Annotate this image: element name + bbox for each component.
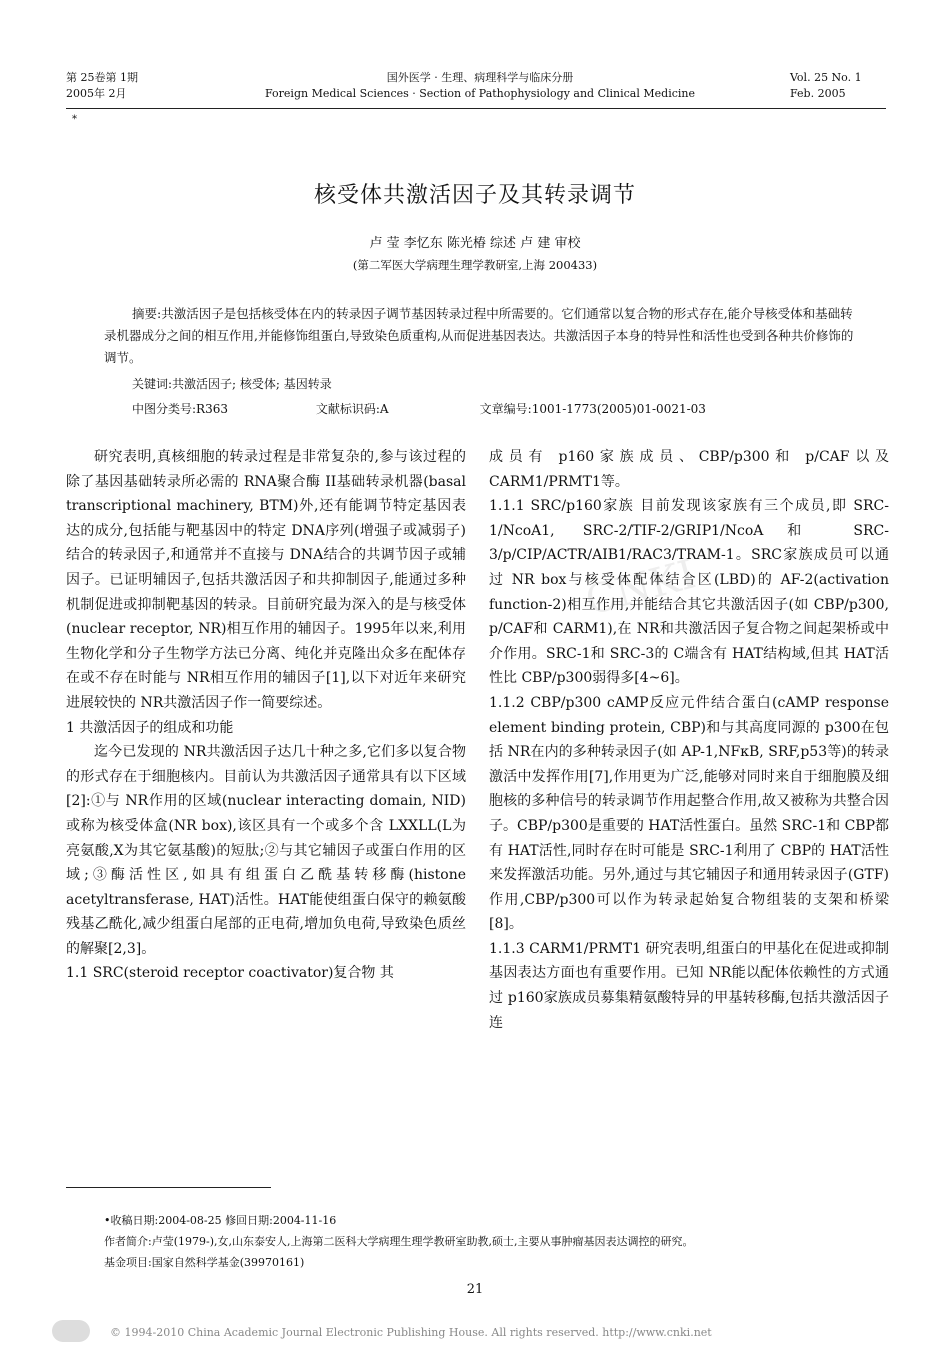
copyright: © 1994-2010 China Academic Journal Electronic Publishing House. All rights reserved. http://www.cnki.net — [110, 1326, 712, 1339]
header-center — [220, 70, 740, 102]
doc-code: 文献标识码:A — [315, 402, 389, 416]
watermark: CNKI — [580, 551, 701, 625]
authors: 卢 莹 李忆东 陈光椿 综述 卢 建 审校 — [369, 236, 581, 251]
paragraph: 1.1.1 SRC/p160家族 目前发现该家族有三个成员,即 SRC-1/NcoA1, SRC-2/TIF-2/GRIP1/NcoA和 SRC-3/p/CIP/ACTR/AIB1/RAC3/TRAM-1。SRC家族成员可以通过 NR box与核受体配体结合区(LBD)的 AF-2(activation function-2)相互作用,并能结合其它共激活因子(如 CBP/p300, p/CAF和 CARM1),在 NR和共激活因子复合物之间起架桥或中介作用。SRC-1和 SRC-3的 C端含有 HAT结构域,但其 HAT活性比 CBP/p300弱得多[4~6]。 — [489, 498, 889, 687]
clc-number: 中图分类号:R363 — [132, 402, 228, 416]
journal-name-cn: 国外医学 · 生理、病理科学与临床分册 — [386, 71, 574, 84]
abstract — [104, 303, 864, 369]
cnki-logo-icon — [52, 1320, 90, 1342]
header-right — [790, 70, 890, 102]
paragraph: 1.1.2 CBP/p300 cAMP反应元件结合蛋白(cAMP response element binding protein, CBP)和与其高度同源的 p300在包括 NR在内的多种转录因子(如 AP-1,NFκB, SRF,p53等)的转录激活中发挥作用[7],作用更为广泛,能够对同时来自于细胞膜及细胞核的多种信号的转录调节作用起整合作用,故又被称为共整合因子。CBP/p300是重要的 HAT活性蛋白。虽然 SRC-1和 CBP都有 HAT活性,同时存在时可能是 SRC-1利用了 CBP的 HAT活性来发挥激活功能。另外,通过与其它辅因子和通用转录因子(GTF)作用,CBP/p300可以作为转录起始复合物组装的支架和桥梁[8]。 — [489, 694, 889, 933]
header-left — [66, 70, 138, 102]
header-mark: * — [72, 114, 77, 125]
header-rule — [66, 108, 886, 109]
page-number: 21 — [466, 1282, 484, 1297]
footnote-author: 作者简介:卢莹(1979-),女,山东泰安人,上海第二医科大学病理生理学教研室助教,硕士,主要从事肿瘤基因表达调控的研究。 — [104, 1235, 694, 1248]
pub-date: 2005年 2月 — [66, 87, 127, 100]
section-heading: 1 共激活因子的组成和功能 — [66, 719, 234, 736]
affiliation: (第二军医大学病理生理学教研室,上海 200433) — [352, 258, 598, 272]
left-column — [66, 445, 466, 986]
pub-date-en: Feb. 2005 — [790, 87, 846, 100]
subsection-heading: 1.1 SRC(steroid receptor coactivator)复合物 其 — [66, 965, 394, 982]
footnote-funding: 基金项目:国家自然科学基金(39970161) — [104, 1256, 305, 1269]
keywords: 关键词:共激活因子; 核受体; 基因转录 — [132, 377, 332, 391]
footnote-rule — [66, 1187, 271, 1188]
classification — [132, 400, 892, 417]
journal-name-en: Foreign Medical Sciences · Section of Pathophysiology and Clinical Medicine — [265, 87, 695, 100]
paragraph: 研究表明,真核细胞的转录过程是非常复杂的,参与该过程的除了基因基础转录所必需的 RNA聚合酶 II基础转录机器(basal transcriptional machinery, BTM)外,还有能调节特定基因表达的成分,包括能与靶基因中的特定 DNA序列(增强子或减弱子)结合的转录因子,和通常并不直接与 DNA结合的共调节因子或辅因子。已证明辅因子,包括共激活因子和共抑制因子,能通过多种机制促进或抑制靶基因的转录。目前研究最为深入的是与核受体(nuclear receptor, NR)相互作用的辅因子。1995年以来,利用生物化学和分子生物学方法已分离、纯化并克隆出众多在配体存在或不存在时能与 NR相互作用的辅因子[1],以下对近年来研究进展较快的 NR共激活因子作一简要综述。 — [66, 449, 466, 711]
article-number: 文章编号:1001-1773(2005)01-0021-03 — [479, 402, 706, 416]
abstract-text: 摘要:共激活因子是包括核受体在内的转录因子调节基因转录过程中所需要的。它们通常以复合物的形式存在,能介导核受体和基础转录机器成分之间的相互作用,并能修饰组蛋白,导致染色质重构,从而促进基因表达。共激活因子本身的特异性和活性也受到各种共价修饰的调节。 — [104, 306, 854, 365]
paragraph: 迄今已发现的 NR共激活因子达几十种之多,它们多以复合物的形式存在于细胞核内。目前认为共激活因子通常具有以下区域[2]:①与 NR作用的区域(nuclear interacting domain, NID)或称为核受体盒(NR box),该区具有一个或多个含 LXXLL(L为亮氨酸,X为其它氨基酸)的短肽;②与其它辅因子或蛋白作用的区域;③酶活性区,如具有组蛋白乙酰基转移酶(histone acetyltransferase, HAT)活性。HAT能使组蛋白保守的赖氨酸残基乙酰化,减少组蛋白尾部的正电荷,增加负电荷,导致染色质丝的解聚[2,3]。 — [66, 744, 466, 957]
volume-issue: 第 25卷第 1期 — [66, 71, 138, 84]
volume-issue-en: Vol. 25 No. 1 — [790, 71, 862, 84]
right-column — [489, 445, 889, 1035]
article-title: 核受体共激活因子及其转录调节 — [313, 183, 636, 208]
paragraph: 1.1.3 CARM1/PRMT1 研究表明,组蛋白的甲基化在促进或抑制基因表达方面也有重要作用。已知 NR能以配体依赖性的方式通过 p160家族成员募集精氨酸特异的甲基转移酶,包括共激活因子连 — [489, 940, 889, 1031]
paragraph: 成员有 p160家族成员、CBP/p300和 p/CAF以及 CARM1/PRMT1等。 — [489, 449, 889, 490]
footnote-dates: •收稿日期:2004-08-25 修回日期:2004-11-16 — [104, 1214, 337, 1227]
